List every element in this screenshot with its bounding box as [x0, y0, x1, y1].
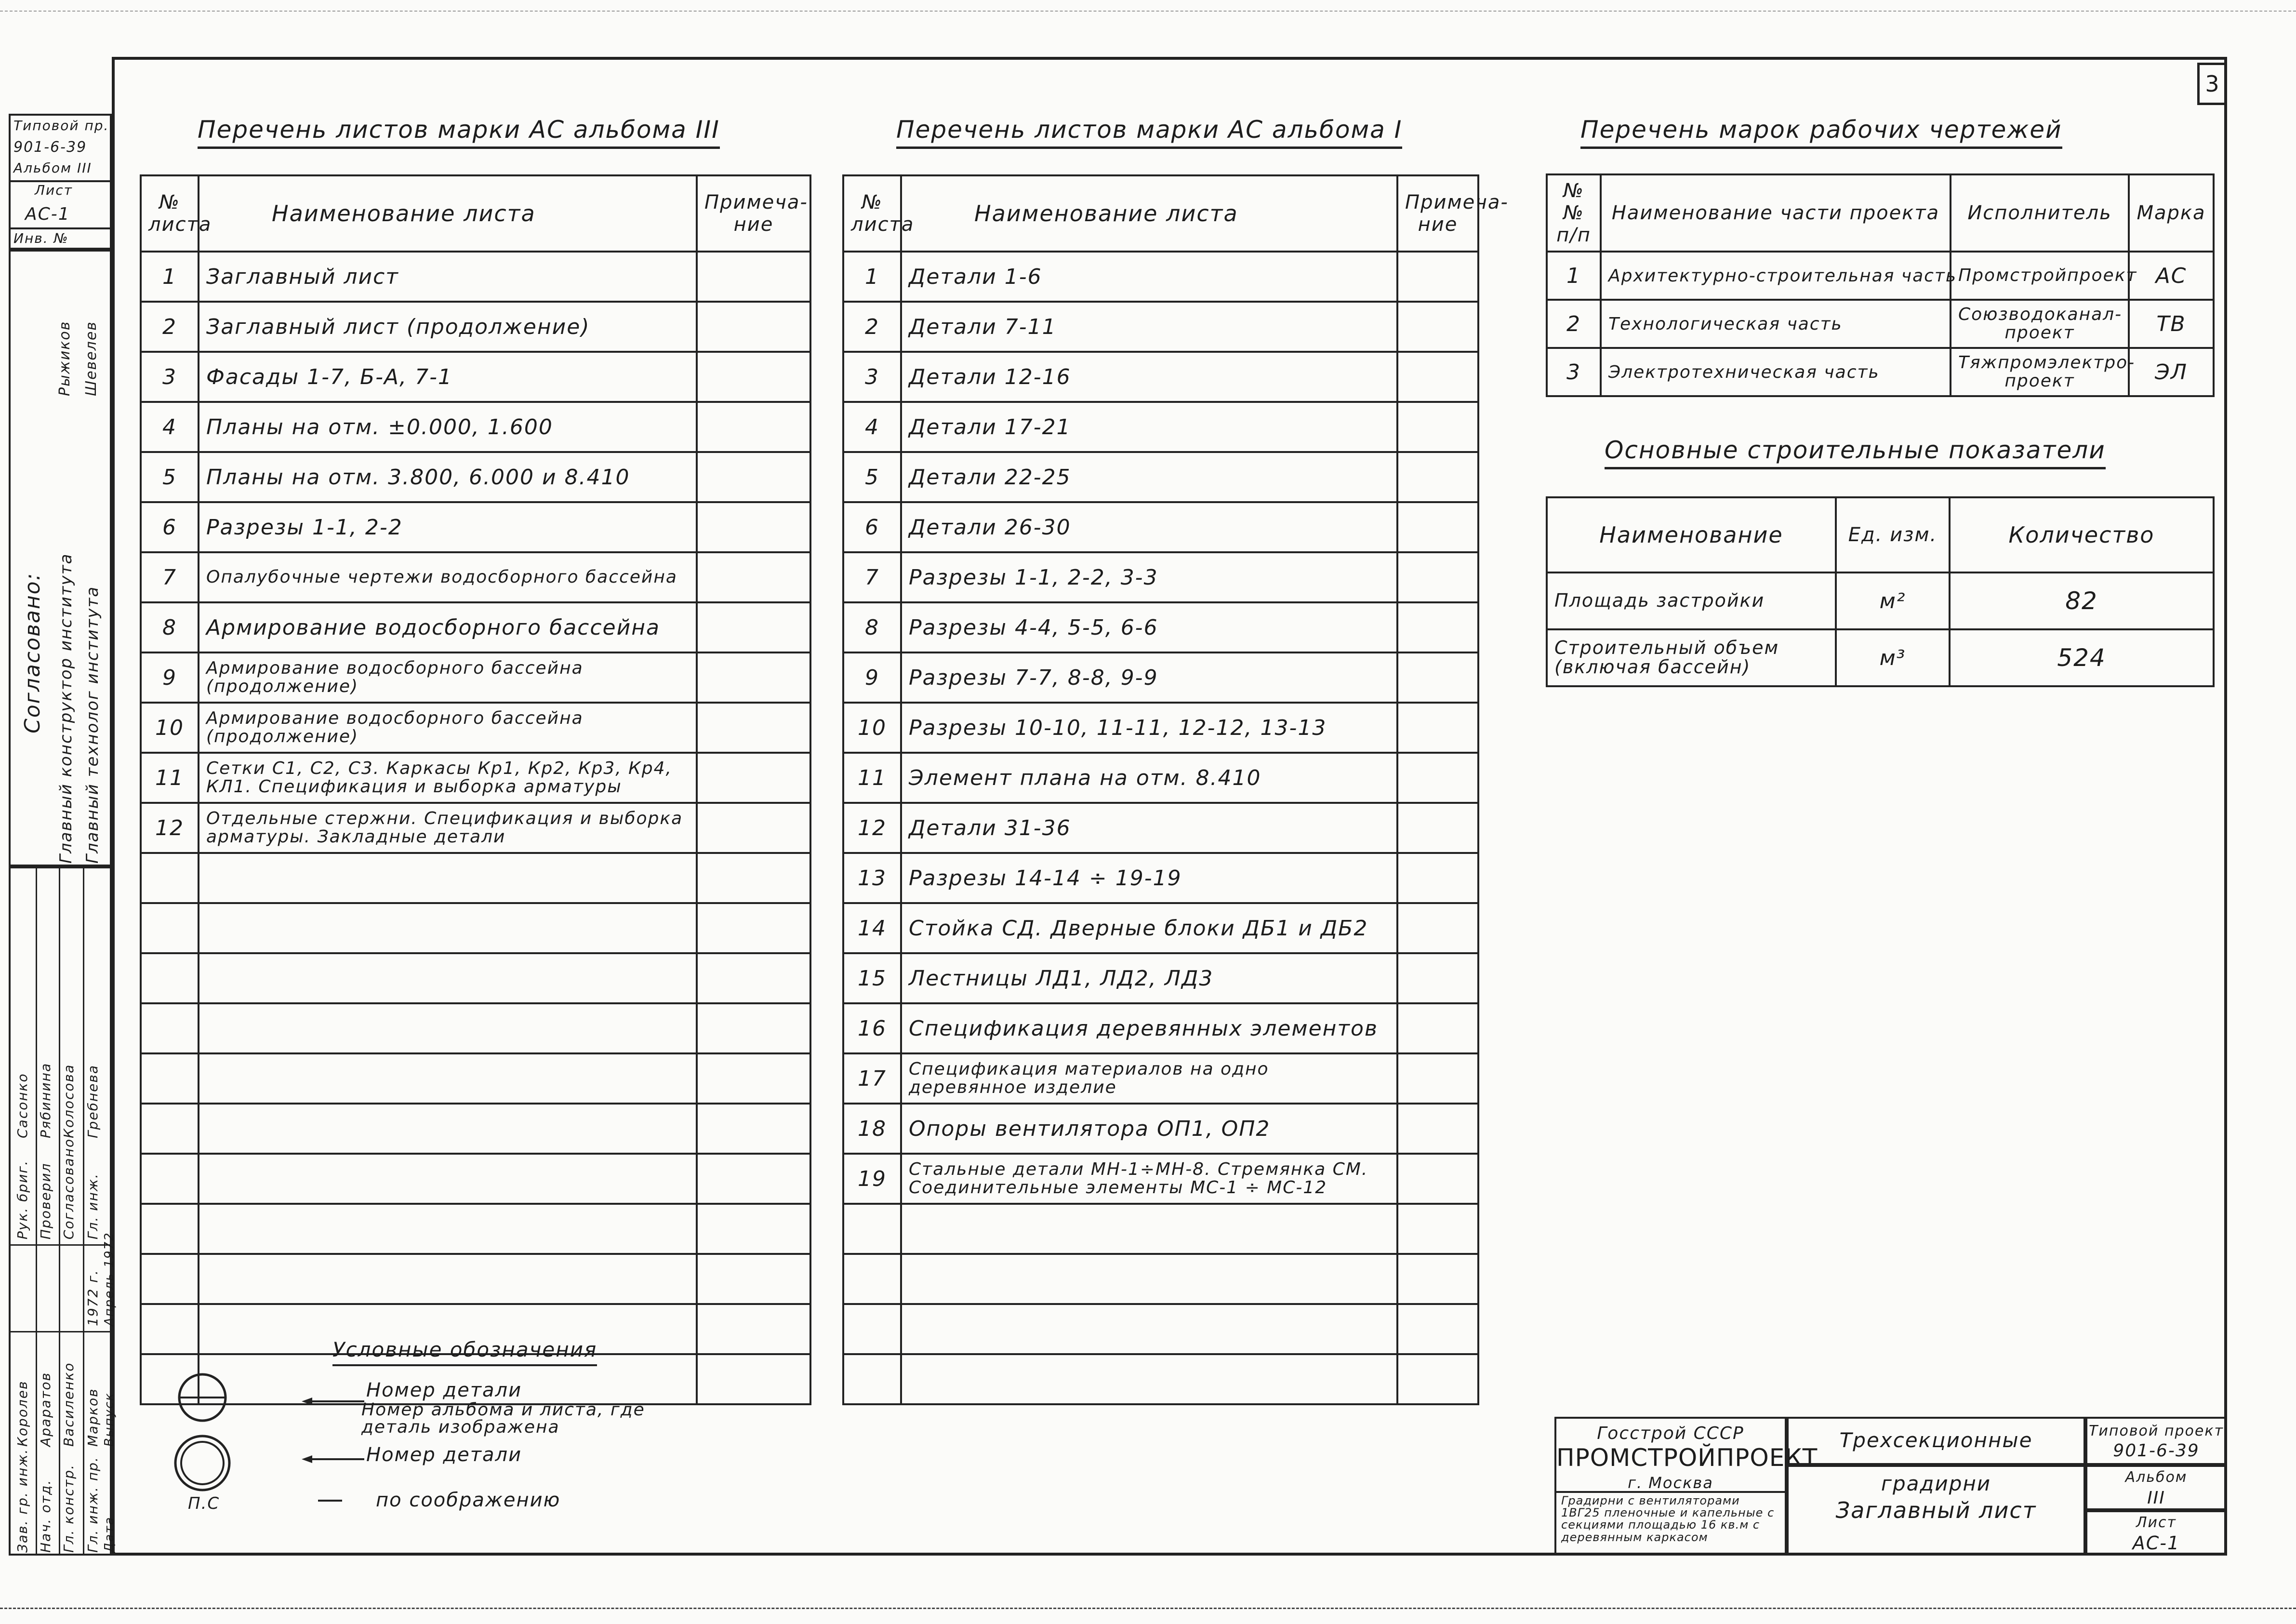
- object-name: Трехсекционные градирни: [1787, 1417, 2085, 1465]
- sheet-name: [199, 1204, 697, 1254]
- staff-stamp: [9, 866, 117, 1556]
- table-row: [141, 352, 810, 402]
- table-row: [141, 753, 810, 803]
- stamp-date: 1972 г.: [85, 1269, 101, 1326]
- sheet-note: [1397, 1254, 1478, 1304]
- sheet-number: 7: [843, 552, 901, 602]
- sheet-label: Лист: [2136, 1514, 2177, 1531]
- sheet-note: [697, 953, 810, 1003]
- table-row: [141, 402, 810, 452]
- sheet-name: [199, 1154, 697, 1204]
- table-row: [843, 1354, 1478, 1404]
- sheet-number: 3: [141, 352, 199, 402]
- sheet-number: 11: [141, 753, 199, 803]
- sheet-number: [141, 1104, 199, 1154]
- table-row: [843, 352, 1478, 402]
- indicator-name: Строительный объем (включая бассейн): [1547, 629, 1836, 686]
- sheet-note: [1397, 903, 1478, 953]
- col-header-mark: Марка: [2129, 174, 2214, 252]
- trim-line: [0, 11, 2296, 12]
- sheet-number: [141, 1254, 199, 1304]
- sheet-note: [1397, 853, 1478, 903]
- staff-name: Гребнева: [85, 1064, 101, 1138]
- sheet-number: 17: [843, 1053, 901, 1104]
- sheet-number: 12: [141, 803, 199, 853]
- indicator-qty: 82: [1950, 572, 2214, 629]
- col-header-note: Примеча-ние: [697, 175, 810, 252]
- table-row: [843, 652, 1478, 703]
- sheet-number: 8: [141, 602, 199, 652]
- sheet-note: [1397, 953, 1478, 1003]
- stamp-line: Альбом III: [13, 160, 92, 176]
- legend-leaders: [299, 1378, 366, 1513]
- table-row: [141, 652, 810, 703]
- table-row: [843, 1154, 1478, 1204]
- staff-name: Рябинина: [38, 1062, 53, 1138]
- sheet-note: [697, 552, 810, 602]
- staff-name: Сасонко: [14, 1073, 30, 1138]
- sheet-name: Разрезы 1-1, 2-2: [199, 502, 697, 552]
- legend-circle-label: П.С: [188, 1494, 220, 1513]
- album-cell: [2085, 1465, 2227, 1510]
- project-label: Типовой проект: [2089, 1423, 2224, 1439]
- sheet-name: Армирование водосборного бассейна: [199, 602, 697, 652]
- sheet-number: 4: [141, 402, 199, 452]
- sheet-name: [901, 1304, 1397, 1354]
- table-row: [1547, 252, 2214, 300]
- mark-mark: АС: [2129, 252, 2214, 300]
- sheet-note: [1397, 703, 1478, 753]
- table-row: [843, 502, 1478, 552]
- trim-line: [0, 1608, 2296, 1609]
- sheet-name: Фасады 1-7, Б-А, 7-1: [199, 352, 697, 402]
- sheet-number: [141, 1003, 199, 1053]
- arrow-left-icon: [302, 1455, 364, 1463]
- table-row: [141, 502, 810, 552]
- staff-role: Гл. инж.: [85, 1173, 101, 1239]
- detail-circle-icon: [179, 1374, 226, 1421]
- legend-item: Номер детали: [366, 1444, 522, 1466]
- staff-role: Зав. гр. инж.: [14, 1448, 30, 1553]
- sheet-note: [1397, 803, 1478, 853]
- staff-role: Рук. бриг.: [14, 1159, 30, 1239]
- sheet-note: [1397, 502, 1478, 552]
- table-row: [843, 903, 1478, 953]
- sheet-number: 4: [843, 402, 901, 452]
- sheet-note: [697, 402, 810, 452]
- sheet-name: Разрезы 14-14 ÷ 19-19: [901, 853, 1397, 903]
- sheet-note: [697, 1304, 810, 1354]
- sheet-note: [697, 352, 810, 402]
- sheet-note: [697, 1204, 810, 1254]
- col-header-no: № листа: [141, 175, 199, 252]
- agreed-name-1: Рыжиков: [56, 320, 73, 396]
- mark-executor: Тяжпромэлектро-проект: [1951, 348, 2129, 396]
- col-header-name: Наименование листа: [901, 175, 1397, 252]
- staff-name: Марков: [85, 1388, 101, 1447]
- table-row: [141, 552, 810, 602]
- stamp-line: Лист: [35, 182, 73, 198]
- sheet-note: [1397, 402, 1478, 452]
- sheet-name: [199, 1254, 697, 1304]
- sheet-note: [1397, 252, 1478, 302]
- staff-role: Нач. отд.: [38, 1479, 53, 1553]
- sheet-name: [199, 1104, 697, 1154]
- agreed-line-1: Главный конструктор института: [56, 553, 76, 864]
- sheet-number: [141, 953, 199, 1003]
- sheet-name: Стойка СД. Дверные блоки ДБ1 и ДБ2: [901, 903, 1397, 953]
- col-header-name: Наименование: [1547, 497, 1836, 572]
- table-row: [1547, 300, 2214, 348]
- table-row: [141, 803, 810, 853]
- stamp-line: Инв. №: [13, 230, 69, 246]
- sheet-number: 2: [141, 302, 199, 352]
- legend-item: по соображению: [376, 1489, 561, 1511]
- mark-no: 3: [1547, 348, 1601, 396]
- sheet-note: [1397, 452, 1478, 502]
- sheet-number: 15: [843, 953, 901, 1003]
- sheet-number: 9: [843, 652, 901, 703]
- sheet-note: [697, 1354, 810, 1404]
- sheet-name: Детали 22-25: [901, 452, 1397, 502]
- mark-name: Электротехническая часть: [1601, 348, 1951, 396]
- album3-table: [140, 174, 811, 1405]
- sheet-number: 1: [843, 252, 901, 302]
- sheet-number: 9: [141, 652, 199, 703]
- sheet-note: [697, 602, 810, 652]
- indicator-qty: 524: [1950, 629, 2214, 686]
- table-row: [843, 703, 1478, 753]
- sheet-name: Детали 17-21: [901, 402, 1397, 452]
- sheet-note: [697, 803, 810, 853]
- sheet-number: 6: [843, 502, 901, 552]
- sheet-note: [697, 1003, 810, 1053]
- col-header-note: Примеча-ние: [1397, 175, 1478, 252]
- sheet-note: [697, 1104, 810, 1154]
- sheet-name: Заглавный лист: [199, 252, 697, 302]
- sheet-name: Опоры вентилятора ОП1, ОП2: [901, 1104, 1397, 1154]
- sheet-name: [199, 1003, 697, 1053]
- table-row: [1547, 572, 2214, 629]
- table-row: [843, 252, 1478, 302]
- sheet-name: Детали 31-36: [901, 803, 1397, 853]
- sheet-number: 2: [843, 302, 901, 352]
- marks-table: [1546, 173, 2215, 397]
- staff-name: Выпуск: [102, 1392, 117, 1447]
- sheet-name: [901, 1254, 1397, 1304]
- sheet-number: 10: [843, 703, 901, 753]
- sheet-note: [697, 1254, 810, 1304]
- sheet-note: [1397, 652, 1478, 703]
- sheet-note: [697, 753, 810, 803]
- sheet-note: [1397, 1053, 1478, 1104]
- sheet-number: 11: [843, 753, 901, 803]
- album-no: III: [2147, 1488, 2165, 1508]
- sheet-number: [843, 1354, 901, 1404]
- sheet-note: [697, 703, 810, 753]
- agreed-name-2: Шевелев: [83, 321, 100, 396]
- legend-title: Условные обозначения: [332, 1338, 597, 1366]
- album1-table: [842, 174, 1509, 1405]
- sheet-name: Планы на отм. 3.800, 6.000 и 8.410: [199, 452, 697, 502]
- table-row: [843, 1254, 1478, 1304]
- mark-mark: ТВ: [2129, 300, 2214, 348]
- sheet-note: [697, 252, 810, 302]
- stamp-approved: Апрель 1972: [102, 1232, 117, 1326]
- staff-name: Василенко: [61, 1362, 77, 1447]
- project-no: 901-6-39: [2113, 1441, 2200, 1461]
- sheet-name: [901, 1204, 1397, 1254]
- mark-name: Архитектурно-строительная часть: [1601, 252, 1951, 300]
- staff-name: Колосова: [61, 1064, 77, 1138]
- agreed-line-2: Главный технолог института: [83, 586, 102, 864]
- sheet-number: [141, 903, 199, 953]
- table-row: [1547, 348, 2214, 396]
- sheet-number: [141, 1053, 199, 1104]
- sheet-note: [1397, 1204, 1478, 1254]
- sheet-name: Разрезы 4-4, 5-5, 6-6: [901, 602, 1397, 652]
- album-stamp: [9, 114, 112, 250]
- table-row: [843, 552, 1478, 602]
- sheet-note: [697, 652, 810, 703]
- table-row: [843, 602, 1478, 652]
- table-row: [141, 703, 810, 753]
- sheet-number: [141, 1204, 199, 1254]
- org-city: г. Москва: [1628, 1474, 1713, 1492]
- legend-item: Номер альбома и листа, где деталь изображена: [361, 1400, 645, 1437]
- table-row: [843, 1204, 1478, 1254]
- sheet-number: 18: [843, 1104, 901, 1154]
- sheet-number: 1: [141, 252, 199, 302]
- sheet-number: 8: [843, 602, 901, 652]
- mark-no: 2: [1547, 300, 1601, 348]
- sheet-name: Элемент плана на отм. 8.410: [901, 753, 1397, 803]
- sheet-name: Опалубочные чертежи водосборного бассейна: [199, 552, 697, 602]
- sheet-note: [1397, 1304, 1478, 1354]
- sheet-number: 14: [843, 903, 901, 953]
- sheet-number: 10: [141, 703, 199, 753]
- sheet-cell: [2085, 1510, 2227, 1556]
- sheet-note: [1397, 753, 1478, 803]
- album1-title: Перечень листов марки АС альбома I: [896, 116, 1402, 149]
- sheet-note: [1397, 1003, 1478, 1053]
- sheet-number: [843, 1204, 901, 1254]
- sheet-name: Отдельные стержни. Спецификация и выборка арматуры. Закладные детали: [199, 803, 697, 853]
- table-row: [141, 853, 810, 903]
- sheet-name: Лестницы ЛД1, ЛД2, ЛД3: [901, 953, 1397, 1003]
- sheet-name: Разрезы 7-7, 8-8, 9-9: [901, 652, 1397, 703]
- sheet-name: Разрезы 10-10, 11-11, 12-12, 13-13: [901, 703, 1397, 753]
- table-row: [141, 452, 810, 502]
- sheet-number: 3: [843, 352, 901, 402]
- table-row: [843, 953, 1478, 1003]
- sheet-name: Заглавный лист (продолжение): [199, 302, 697, 352]
- staff-role: Гл. инж. пр.: [85, 1456, 101, 1553]
- agreed-stamp: [9, 250, 112, 866]
- sheet-name: [199, 903, 697, 953]
- mark-executor: Союзводоканал-проект: [1951, 300, 2129, 348]
- col-header-no: №№ п/п: [1547, 174, 1601, 252]
- sheet-number: 13: [843, 853, 901, 903]
- sheet-note: [697, 452, 810, 502]
- stamp-line: Типовой пр.: [13, 118, 109, 133]
- org-description: Градирни с вентиляторами 1ВГ25 пленочные и капельные с секциями площадью 16 кв.м с деревянным каркасом: [1561, 1494, 1775, 1544]
- sheet-note: [697, 302, 810, 352]
- sheet-number: [843, 1254, 901, 1304]
- indicator-name: Площадь застройки: [1547, 572, 1836, 629]
- table-row: [843, 302, 1478, 352]
- table-row: [843, 1304, 1478, 1354]
- col-header-unit: Ед. изм.: [1836, 497, 1950, 572]
- table-row: [843, 1053, 1478, 1104]
- sheet-name: Сетки С1, С2, С3. Каркасы Кр1, Кр2, Кр3, Кр4, КЛ1. Спецификация и выборка арматуры: [199, 753, 697, 803]
- detail-circle-double-icon: [175, 1436, 229, 1490]
- table-row: [843, 1104, 1478, 1154]
- table-row: [141, 1003, 810, 1053]
- col-header-name: Наименование части проекта: [1601, 174, 1951, 252]
- sheet-note: [1397, 552, 1478, 602]
- project-cell: [2085, 1417, 2227, 1465]
- table-row: [843, 452, 1478, 502]
- sheet-name: Заглавный лист: [1787, 1465, 2085, 1556]
- album3-title: Перечень листов марки АС альбома III: [198, 116, 720, 149]
- table-row: [141, 1053, 810, 1104]
- indicators-table: [1546, 496, 2215, 687]
- sheet-note: [697, 853, 810, 903]
- marks-title: Перечень марок рабочих чертежей: [1580, 116, 2062, 149]
- sheet-name: Армирование водосборного бассейна (продолжение): [199, 652, 697, 703]
- table-row: [843, 402, 1478, 452]
- staff-role: Гл. констр.: [61, 1464, 77, 1553]
- table-row: [1547, 629, 2214, 686]
- sheet-number: [141, 1154, 199, 1204]
- sheet-note: [697, 903, 810, 953]
- sheet-name: Детали 12-16: [901, 352, 1397, 402]
- sheet-number: 16: [843, 1003, 901, 1053]
- sheet-name: [199, 853, 697, 903]
- sheet-number: 5: [141, 452, 199, 502]
- table-row: [141, 602, 810, 652]
- col-header-name: Наименование листа: [199, 175, 697, 252]
- staff-role: Дата: [102, 1516, 117, 1553]
- sheet-name: [901, 1354, 1397, 1404]
- sheet-name: Детали 7-11: [901, 302, 1397, 352]
- indicator-unit: м³: [1836, 629, 1950, 686]
- indicator-unit: м²: [1836, 572, 1950, 629]
- sheet-number: 6: [141, 502, 199, 552]
- table-row: [141, 953, 810, 1003]
- sheet-name: Детали 1-6: [901, 252, 1397, 302]
- staff-role: Проверил: [38, 1162, 53, 1239]
- table-row: [141, 903, 810, 953]
- sheet-name: Армирование водосборного бассейна (продолжение): [199, 703, 697, 753]
- staff-name: Королев: [14, 1380, 30, 1447]
- org-name: ПРОМСТРОЙПРОЕКТ: [1556, 1444, 1818, 1472]
- col-header-executor: Исполнитель: [1951, 174, 2129, 252]
- sheet-number: 19: [843, 1154, 901, 1204]
- col-header-qty: Количество: [1950, 497, 2214, 572]
- sheet-no: АС-1: [2132, 1532, 2180, 1554]
- sheet-name: Разрезы 1-1, 2-2, 3-3: [901, 552, 1397, 602]
- mark-no: 1: [1547, 252, 1601, 300]
- legend-symbols: [169, 1369, 246, 1513]
- table-row: [141, 1254, 810, 1304]
- sheet-number: [843, 1304, 901, 1354]
- sheet-name: Детали 26-30: [901, 502, 1397, 552]
- staff-name: Араратов: [38, 1372, 53, 1447]
- sheet-note: [1397, 352, 1478, 402]
- sheet-number: 12: [843, 803, 901, 853]
- table-row: [141, 302, 810, 352]
- sheet-number: 5: [843, 452, 901, 502]
- arrow-left-icon: [302, 1398, 364, 1405]
- table-row: [141, 1204, 810, 1254]
- sheet-note: [1397, 602, 1478, 652]
- sheet-name: [199, 1053, 697, 1104]
- album-label: Альбом: [2125, 1469, 2188, 1486]
- table-row: [141, 1154, 810, 1204]
- page-number: 3: [2197, 63, 2227, 105]
- sheet-note: [697, 1154, 810, 1204]
- sheet-name: Спецификация деревянных элементов: [901, 1003, 1397, 1053]
- mark-name: Технологическая часть: [1601, 300, 1951, 348]
- table-row: [141, 1104, 810, 1154]
- col-header-no: № листа: [843, 175, 901, 252]
- sheet-note: [1397, 1354, 1478, 1404]
- table-row: [843, 853, 1478, 903]
- table-row: [843, 1003, 1478, 1053]
- mark-mark: ЭЛ: [2129, 348, 2214, 396]
- stamp-line: 901-6-39: [13, 139, 87, 156]
- indicators-title: Основные строительные показатели: [1605, 436, 2106, 469]
- agreed-label: Согласовано:: [20, 572, 45, 733]
- sheet-note: [1397, 302, 1478, 352]
- sheet-note: [1397, 1154, 1478, 1204]
- sheet-name: Планы на отм. ±0.000, 1.600: [199, 402, 697, 452]
- org-top: Госстрой СССР: [1597, 1424, 1744, 1443]
- table-row: [843, 803, 1478, 853]
- sheet-note: [697, 502, 810, 552]
- table-row: [141, 252, 810, 302]
- table-row: [843, 753, 1478, 803]
- sheet-number: 7: [141, 552, 199, 602]
- staff-role: Согласовано: [61, 1138, 77, 1239]
- stamp-line: АС-1: [25, 204, 70, 224]
- sheet-note: [697, 1053, 810, 1104]
- legend-item: Номер детали: [366, 1379, 522, 1401]
- org-cell: [1554, 1417, 1818, 1556]
- sheet-name: Спецификация материалов на одно деревянное изделие: [901, 1053, 1397, 1104]
- title-block: [1554, 1417, 2227, 1556]
- mark-executor: Промстройпроект: [1951, 252, 2129, 300]
- sheet-name: Стальные детали МН-1÷МН-8. Стремянка СМ. Соединительные элементы МС-1 ÷ МС-12: [901, 1154, 1397, 1204]
- sheet-number: [141, 1304, 199, 1354]
- sheet-note: [1397, 1104, 1478, 1154]
- sheet-number: [141, 853, 199, 903]
- sheet-name: [199, 953, 697, 1003]
